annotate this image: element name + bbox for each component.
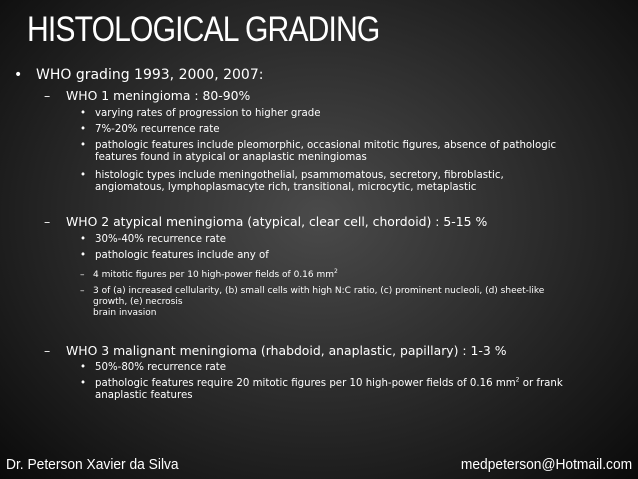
footer-author: Dr. Peterson Xavier da Silva — [6, 456, 179, 473]
main-bullet — [14, 67, 263, 84]
main-bullet-text: WHO grading 1993, 2000, 2007: — [36, 67, 264, 83]
list-item: • 7%-20% recurrence rate — [80, 124, 220, 135]
sub-list-item: – 3 of (a) increased cellularity, (b) small cells with high N:C ratio, (c) prominent nucleoli, (d) sheet-like growth, (e) necrosis brain invasion — [80, 286, 545, 318]
who1-heading — [44, 88, 250, 103]
footer-email: medpeterson@Hotmail.com — [460, 456, 632, 473]
who3-heading: – WHO 3 malignant meningioma (rhabdoid, anaplastic, papillary) : 1-3 % — [44, 343, 507, 358]
who1-heading-text: WHO 1 meningioma : 80-90% — [66, 88, 251, 103]
dash-glyph: – — [44, 88, 51, 103]
sub-list-item: – 4 mitotic figures per 10 high-power fields of 0.16 $mm^2$ — [80, 268, 338, 280]
who2-heading: – WHO 2 atypical meningioma (atypical, clear cell, chordoid) : 5-15 % — [44, 214, 488, 229]
list-item: • histologic types include meningothelial, psammomatous, secretory, fibroblastic, angiomatous, lymphoplasmacyte rich, transitional, microcytic, metaplastic — [80, 170, 504, 193]
list-item: • pathologic features include pleomorphic, occasional mitotic figures, absence of pathologic features found in atypical or anaplastic meningiomas — [80, 140, 557, 163]
who2-heading-text: WHO 2 atypical meningioma (atypical, clear cell, chordoid) : 5-15 % — [66, 214, 488, 229]
list-item: • pathologic features include any of — [80, 250, 269, 261]
who3-heading-text: WHO 3 malignant meningioma (rhabdoid, anaplastic, papillary) : 1-3 % — [66, 343, 507, 358]
list-item: • pathologic features require 20 mitotic figures per 10 high-power fields of 0.16 $mm^2$ or frank anaplastic features — [80, 376, 563, 401]
slide-title: HISTOLOGICAL GRADING — [27, 10, 380, 49]
list-item: • 30%-40% recurrence rate — [80, 234, 226, 245]
list-item: • varying rates of progression to higher grade — [80, 108, 321, 119]
list-item: • 50%-80% recurrence rate — [80, 362, 226, 373]
bullet-glyph: • — [14, 67, 23, 83]
